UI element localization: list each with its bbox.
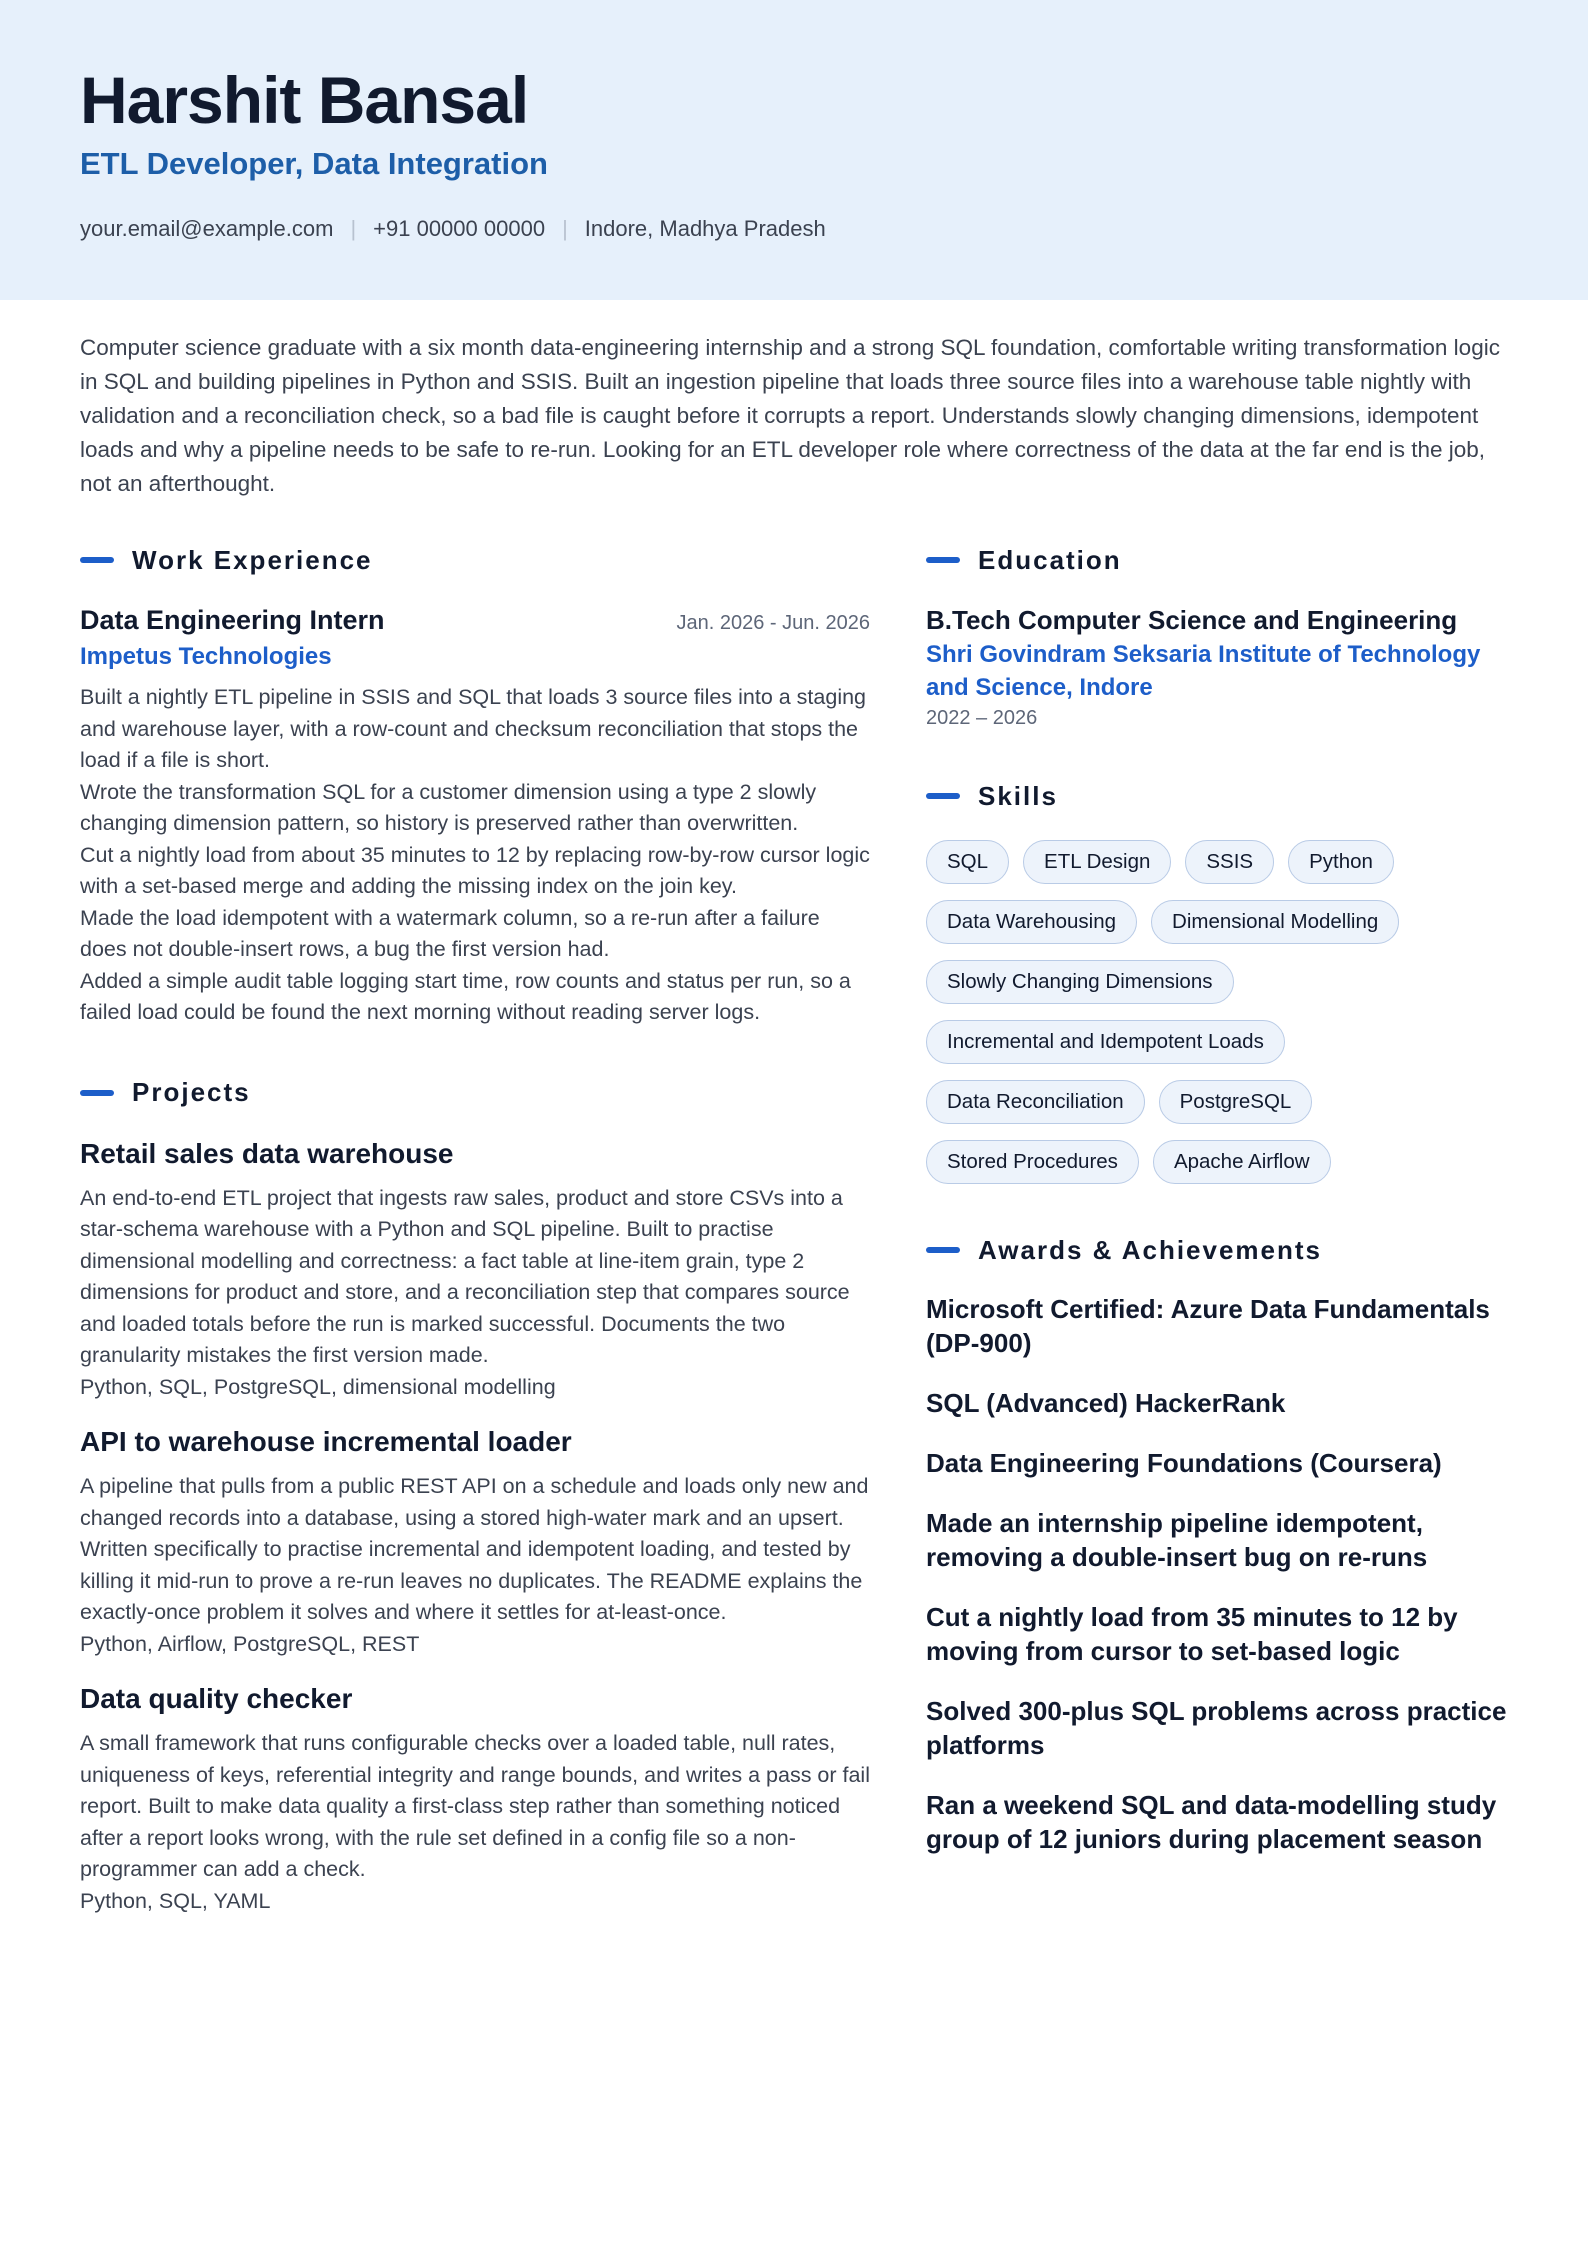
contact-phone[interactable]: +91 00000 00000	[373, 216, 546, 241]
skills-list	[926, 840, 1506, 1184]
project-entry	[80, 1680, 870, 1917]
project-description: A pipeline that pulls from a public REST API on a schedule and loads only new and changed records into a database, using a stored high-water mark and an upsert. Written specifically to practise incremental and idempotent loading, and tested by killing it mid-run to prove a re-run leaves no duplicates. The README explains the exactly-once problem it solves and where it settles for at-least-once.	[80, 1474, 869, 1624]
section-heading-label: Work Experience	[132, 544, 373, 575]
project-entry	[80, 1135, 870, 1404]
skill-chip: SSIS	[1185, 840, 1274, 884]
job-bullet: Wrote the transformation SQL for a customer dimension using a type 2 slowly changing dimension pattern, so history is preserved rather than overwritten.	[80, 779, 817, 835]
job-bullet: Cut a nightly load from about 35 minutes to 12 by replacing row-by-row cursor logic with a set-based merge and adding the missing index on the join key.	[80, 842, 870, 898]
award-item: Microsoft Certified: Azure Data Fundamentals (DP-900)	[926, 1294, 1490, 1358]
skill-chip: Slowly Changing Dimensions	[926, 960, 1234, 1004]
award-item: SQL (Advanced) HackerRank	[926, 1388, 1286, 1418]
contact-email[interactable]: your.email@example.com	[80, 216, 334, 241]
section-heading-skills	[926, 776, 1516, 816]
award-item: Solved 300-plus SQL problems across practice platforms	[926, 1696, 1507, 1760]
award-item: Ran a weekend SQL and data-modelling study group of 12 juniors during placement season	[926, 1790, 1497, 1854]
job-bullet: Built a nightly ETL pipeline in SSIS and SQL that loads 3 source files into a staging and warehouse layer, with a row-count and checksum reconciliation that stops the load if a file is short.	[80, 685, 867, 772]
left-column	[80, 540, 870, 1917]
project-tech: Python, Airflow, PostgreSQL, REST	[80, 1631, 420, 1656]
skill-chip: Data Warehousing	[926, 900, 1137, 944]
profile-summary: Computer science graduate with a six month data-engineering internship and a strong SQL foundation, comfortable writing transformation logic in SQL and building pipelines in Python and SSIS. Built an ingestion pipeline that loads three source files into a warehouse table nightly with validation and a reconciliation check, so a bad file is caught before it corrupts a report. Understands slowly changing dimensions, idempotent loads and why a pipeline needs to be safe to re-run. Looking for an ETL developer role where correctness of the data at the far end is the job, not an afterthought.	[80, 335, 1500, 496]
section-heading-education	[926, 540, 1516, 580]
skill-chip: ETL Design	[1023, 840, 1171, 884]
project-tech: Python, SQL, YAML	[80, 1888, 271, 1913]
job-company: Impetus Technologies	[80, 643, 332, 670]
job-title: Data Engineering Intern	[80, 605, 385, 635]
section-heading-label: Education	[978, 544, 1122, 575]
contact-separator: |	[562, 216, 568, 241]
project-title: Retail sales data warehouse	[80, 1137, 454, 1169]
contact-separator: |	[350, 216, 357, 241]
job-bullets	[80, 682, 870, 1029]
skill-chip: Dimensional Modelling	[1151, 900, 1399, 944]
education-degree: B.Tech Computer Science and Engineering	[926, 605, 1458, 635]
section-heading-label: Awards & Achievements	[978, 1234, 1323, 1265]
job-header	[80, 602, 870, 638]
job-dates: Jan. 2026 - Jun. 2026	[676, 612, 870, 634]
skill-chip: Python	[1288, 840, 1394, 884]
skill-chip: PostgreSQL	[1159, 1080, 1313, 1124]
project-description: A small framework that runs configurable checks over a loaded table, null rates, uniqueness of keys, referential integrity and range bounds, and writes a pass or fail report. Built to make data quality a first-class step rather than something noticed after a report looks wrong, with the rule set defined in a config file so a non-programmer can add a check.	[80, 1731, 870, 1881]
skill-chip: SQL	[926, 840, 1009, 884]
candidate-role: ETL Developer, Data Integration	[80, 146, 548, 181]
project-title: Data quality checker	[80, 1683, 353, 1714]
heading-accent-bar	[926, 793, 960, 799]
contact-location: Indore, Madhya Pradesh	[584, 216, 826, 241]
section-heading-projects	[80, 1073, 870, 1113]
job-entry	[80, 602, 870, 1029]
candidate-name: Harshit Bansal	[80, 63, 529, 137]
project-tech: Python, SQL, PostgreSQL, dimensional modelling	[80, 1374, 556, 1399]
education-institute: Shri Govindram Seksaria Institute of Technology and Science, Indore	[926, 641, 1481, 701]
resume-header	[0, 0, 1588, 300]
contact-line	[80, 214, 826, 244]
awards-list	[926, 1292, 1516, 1856]
job-bullet: Added a simple audit table logging start time, row counts and status per run, so a failed load could be found the next morning without reading server logs.	[80, 968, 851, 1024]
heading-accent-bar	[926, 557, 960, 563]
award-item: Data Engineering Foundations (Coursera)	[926, 1448, 1442, 1478]
heading-accent-bar	[80, 1090, 114, 1096]
job-bullet: Made the load idempotent with a watermark column, so a re-run after a failure does not double-insert rows, a bug the first version had.	[80, 905, 820, 961]
heading-accent-bar	[926, 1247, 960, 1253]
skill-chip: Incremental and Idempotent Loads	[926, 1020, 1285, 1064]
section-heading-awards	[926, 1230, 1516, 1270]
skill-chip: Apache Airflow	[1153, 1140, 1331, 1184]
project-title: API to warehouse incremental loader	[80, 1426, 572, 1457]
project-entry	[80, 1423, 870, 1660]
section-heading-label: Projects	[132, 1077, 251, 1107]
project-description: An end-to-end ETL project that ingests raw sales, product and store CSVs into a star-schema warehouse with a Python and SQL pipeline. Built to practise dimensional modelling and correctness: a fact table at line-item grain, type 2 dimensions for product and store, and a reconciliation step that compares source and loaded totals before the run is marked successful. Documents the two granularity mistakes the first version made.	[80, 1185, 850, 1367]
heading-accent-bar	[80, 557, 114, 563]
skill-chip: Data Reconciliation	[926, 1080, 1145, 1124]
skill-chip: Stored Procedures	[926, 1140, 1139, 1184]
right-column	[926, 540, 1516, 1856]
section-heading-label: Skills	[978, 780, 1058, 811]
education-years: 2022 – 2026	[926, 707, 1038, 729]
award-item: Cut a nightly load from 35 minutes to 12 by moving from cursor to set-based logic	[926, 1602, 1458, 1666]
section-heading-experience	[80, 540, 870, 580]
award-item: Made an internship pipeline idempotent, removing a double-insert bug on re-runs	[926, 1508, 1428, 1572]
